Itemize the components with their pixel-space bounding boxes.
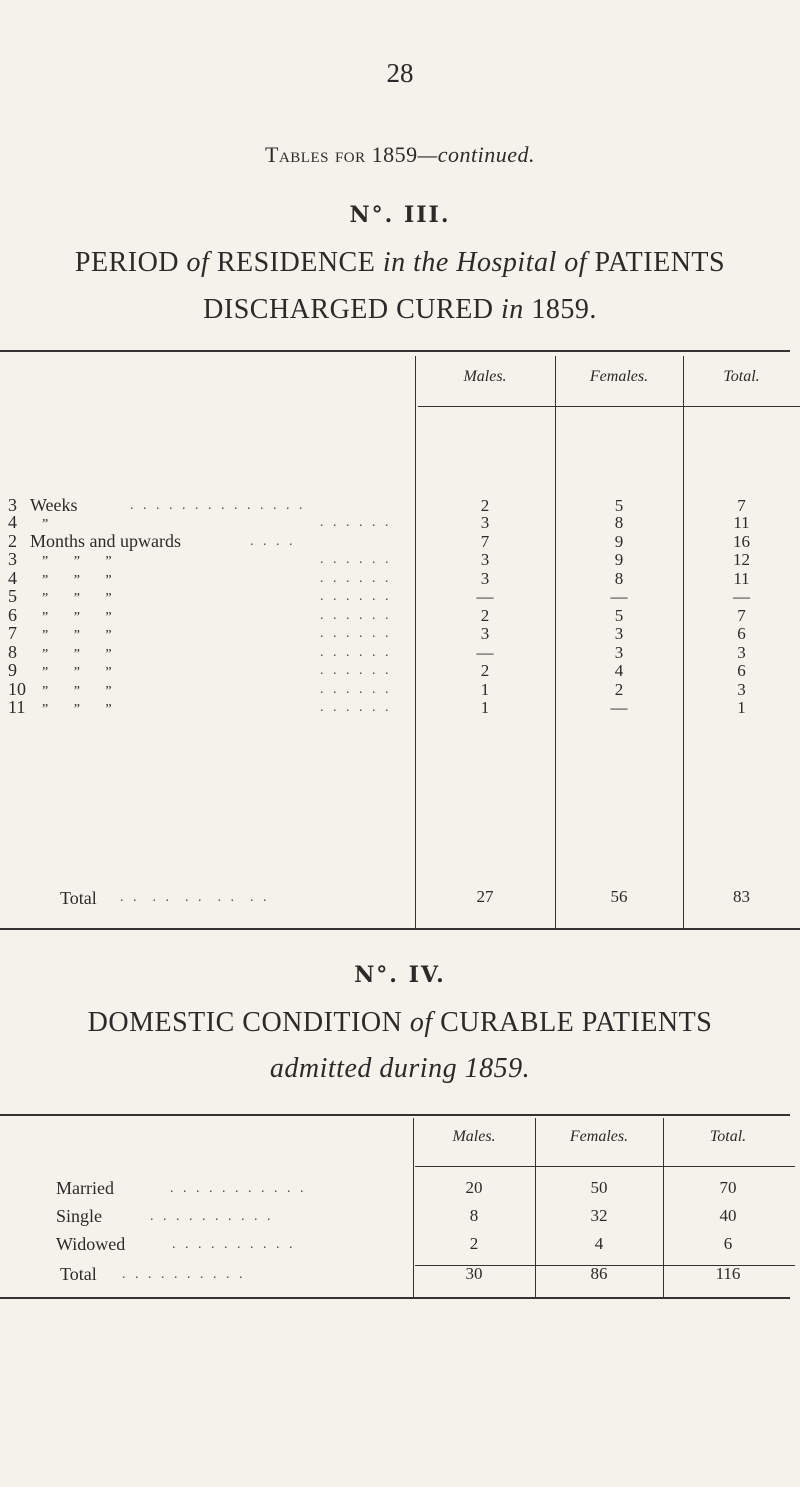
cell-females: 4	[614, 661, 624, 680]
table-rule-bottom	[0, 1297, 790, 1299]
row-label	[8, 697, 112, 718]
row-number: 11	[8, 697, 26, 717]
heading-text: DOMESTIC CONDITION	[87, 1007, 410, 1038]
dot-leader: . . . . . .	[320, 515, 392, 530]
cell-females: 3	[614, 643, 624, 662]
dot-leader: . . . . . . . . . .	[122, 1267, 246, 1282]
heading-italic: in the Hospital of	[382, 247, 588, 278]
cell-males: —	[476, 587, 494, 606]
row-text: ” ” ”	[42, 647, 112, 662]
row-text: ” ” ”	[42, 702, 112, 717]
table-rule-bottom	[0, 928, 800, 930]
cell-males: 2	[480, 496, 490, 515]
cell-females: —	[610, 698, 628, 717]
cell-males: 2	[480, 606, 490, 625]
dot-leader: . . . . . .	[320, 571, 392, 586]
total-total: 116	[715, 1264, 741, 1283]
column-header-females: Females.	[569, 1128, 629, 1145]
row-label	[8, 623, 112, 644]
cell-total: 6	[723, 1234, 733, 1253]
cell-females: 50	[590, 1178, 608, 1197]
cell-total: 11	[733, 569, 750, 588]
dot-leader: . . . . . . . . . .	[120, 890, 270, 905]
heading-text: CURABLE PATIENTS	[432, 1007, 713, 1038]
cell-total: 3	[737, 643, 746, 662]
column-header-males: Males.	[463, 368, 507, 385]
heading-text: PATIENTS	[587, 247, 726, 278]
row-number: 4	[8, 568, 17, 588]
total-males: 27	[476, 887, 494, 906]
cell-total: 16	[733, 532, 750, 551]
cell-males: 8	[469, 1206, 479, 1225]
total-males: 30	[465, 1264, 483, 1283]
total-females: 86	[590, 1264, 608, 1283]
cell-total: 7	[737, 496, 746, 515]
running-title-year: 1859	[371, 142, 418, 167]
table-rule-top	[0, 1114, 790, 1116]
table-3-heading-line-1	[0, 240, 800, 286]
heading-text: PERIOD	[74, 247, 187, 278]
cell-males: 7	[480, 532, 490, 551]
cell-total: 3	[737, 680, 746, 699]
running-title-prefix: Tables for	[265, 142, 366, 167]
dot-leader: . . . . . .	[320, 608, 392, 623]
row-number: 2	[8, 531, 17, 551]
dot-leader: . . . . . . . . . . .	[170, 1181, 307, 1196]
heading-italic: in	[501, 294, 524, 325]
table-3-total-label: Total	[60, 888, 97, 908]
cell-total: 6	[737, 624, 746, 643]
cell-total: 12	[733, 550, 750, 569]
total-total: 83	[733, 887, 750, 906]
cell-females: 8	[614, 513, 624, 532]
table-4-heading-line-1	[0, 1000, 800, 1046]
heading-italic: of	[409, 1007, 433, 1038]
dot-leader: . . . . . . . . . . . . . .	[130, 498, 306, 513]
table-3-heading-line-2	[0, 287, 800, 333]
cell-females: 4	[594, 1234, 604, 1253]
total-females: 56	[610, 887, 628, 906]
row-label: Widowed	[56, 1234, 126, 1254]
table-rule-header	[418, 406, 800, 407]
dot-leader: . . . . . .	[320, 626, 392, 641]
row-number: 6	[8, 605, 17, 625]
cell-females: 8	[614, 569, 624, 588]
row-number: 9	[8, 660, 17, 680]
row-number: 7	[8, 623, 17, 643]
dot-leader: . . . . . .	[320, 645, 392, 660]
cell-total: 70	[719, 1178, 737, 1197]
cell-females: 9	[614, 532, 624, 551]
cell-males: 3	[480, 624, 490, 643]
cell-total: 6	[737, 661, 746, 680]
cell-males: 3	[480, 569, 490, 588]
cell-total: 11	[733, 513, 750, 532]
column-header-males: Males.	[452, 1128, 496, 1145]
running-title-suffix: —continued.	[417, 142, 535, 167]
cell-females: 5	[614, 496, 624, 515]
dot-leader: . . . . . . . . . .	[150, 1209, 274, 1224]
row-number: 8	[8, 642, 17, 662]
row-text: ” ” ”	[42, 684, 112, 699]
heading-text: RESIDENCE	[209, 247, 383, 278]
row-text: ” ” ”	[42, 610, 112, 625]
cell-males: 2	[469, 1234, 479, 1253]
cell-total: 40	[719, 1206, 737, 1225]
column-header-total: Total.	[709, 1128, 747, 1145]
running-title	[0, 142, 800, 168]
page-number: 28	[386, 58, 414, 88]
row-text: ”	[42, 517, 49, 532]
heading-italic: of	[186, 247, 210, 278]
cell-females: —	[610, 587, 628, 606]
table-4-total-label: Total	[60, 1264, 97, 1284]
row-number: 5	[8, 586, 17, 606]
cell-females: 5	[614, 606, 624, 625]
row-label	[8, 512, 48, 533]
row-text: ” ” ”	[42, 665, 112, 680]
cell-males: 3	[480, 550, 490, 569]
column-header-total: Total.	[723, 368, 760, 385]
table-4-heading-line-2: admitted during 1859.	[269, 1053, 531, 1084]
table-4-number: N°. IV.	[354, 962, 446, 988]
row-text: ” ” ”	[42, 591, 112, 606]
heading-text: DISCHARGED CURED	[203, 294, 502, 325]
row-label	[8, 549, 112, 570]
cell-females: 32	[590, 1206, 608, 1225]
cell-females: 3	[614, 624, 624, 643]
cell-males: —	[476, 643, 494, 662]
row-label	[8, 586, 112, 607]
dot-leader: . . . . . .	[320, 663, 392, 678]
row-label: Single	[56, 1206, 103, 1226]
row-label: Married	[56, 1178, 114, 1198]
cell-total: 7	[737, 606, 746, 625]
cell-males: 2	[480, 661, 490, 680]
row-text: ” ” ”	[42, 628, 112, 643]
cell-males: 3	[480, 513, 490, 532]
cell-females: 9	[614, 550, 624, 569]
row-label	[8, 660, 112, 681]
row-number: 10	[8, 679, 26, 699]
table-3-number: N°. III.	[349, 202, 451, 228]
dot-leader: . . . . . .	[320, 682, 392, 697]
dot-leader: . . . .	[250, 534, 296, 549]
row-number: 3	[8, 549, 17, 569]
row-text: Weeks	[30, 495, 78, 515]
cell-males: 1	[480, 698, 490, 717]
dot-leader: . . . . . .	[320, 589, 392, 604]
dot-leader: . . . . . .	[320, 700, 392, 715]
column-header-females: Females.	[589, 368, 649, 385]
row-text: ” ” ”	[42, 554, 112, 569]
table-rule-header	[415, 1166, 795, 1167]
dot-leader: . . . . . . . . . .	[172, 1237, 296, 1252]
row-text: ” ” ”	[42, 573, 112, 588]
row-number: 3	[8, 495, 17, 515]
cell-males: 1	[480, 680, 490, 699]
cell-total: —	[733, 587, 750, 606]
heading-text: 1859.	[523, 294, 597, 325]
row-number: 4	[8, 512, 17, 532]
dot-leader: . . . . . .	[320, 552, 392, 567]
cell-males: 20	[465, 1178, 483, 1197]
cell-females: 2	[614, 680, 624, 699]
cell-total: 1	[737, 698, 746, 717]
table-rule-top	[0, 350, 790, 352]
row-text: Months and upwards	[30, 531, 181, 551]
